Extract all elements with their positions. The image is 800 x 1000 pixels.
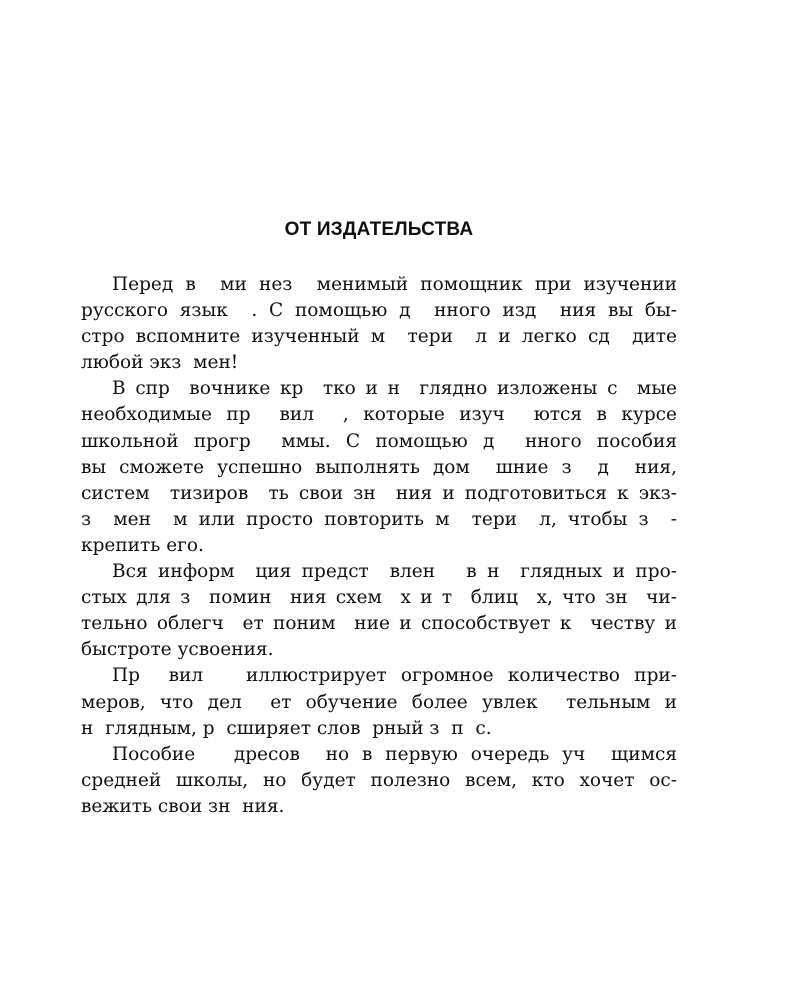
text-line: систем тизиров ть свои зн ния и подготовиться к экз- (81, 482, 677, 504)
page-title: ОТ ИЗДАТЕЛЬСТВА (284, 219, 474, 240)
text-line: стро вспомните изученный м тери л и легко сд дите (81, 326, 677, 348)
text-line: н глядным, р сширяет слов рный з п с. (81, 717, 492, 739)
text-line: крепить его. (81, 534, 204, 556)
text-line: тельно облегч ет поним ние и способствует к честву и (81, 613, 677, 635)
text-line: необходимые пр вил , которые изуч ются в курсе (81, 404, 677, 426)
text-line: школьной прогр ммы. С помощью д нного пособия (81, 430, 677, 452)
paragraph-1 (81, 272, 677, 376)
paragraph-5 (81, 742, 677, 820)
publisher-preface-text (81, 272, 677, 820)
text-line: з мен м или просто повторить м тери л, чтобы з - (81, 508, 677, 530)
paragraph-3 (81, 559, 677, 663)
text-line: В спр вочнике кр тко и н глядно изложены с мые (112, 378, 677, 400)
text-line: любой экз мен! (81, 352, 239, 374)
text-line: быстроте усвоения. (81, 639, 274, 661)
text-line: Пособие дресов но в первую очередь уч щимся (112, 743, 677, 765)
text-line: вежить свои зн ния. (81, 795, 285, 817)
text-line: стых для з помин ния схем х и т блиц х, что зн чи- (81, 587, 677, 609)
text-line: средней школы, но будет полезно всем, кто хочет ос- (81, 769, 677, 791)
text-line: Пр вил иллюстрирует огромное количество при- (112, 665, 677, 687)
text-line: русского язык . С помощью д нного изд ния вы бы- (81, 300, 677, 322)
text-line: вы сможете успешно выполнять дом шние з д ния, (81, 456, 677, 478)
paragraph-4 (81, 663, 677, 741)
text-line: Вся информ ция предст влен в н глядных и про- (112, 561, 677, 583)
paragraph-2 (81, 376, 677, 559)
text-line: Перед в ми нез менимый помощник при изучении (112, 274, 677, 295)
text-line: меров, что дел ет обучение более увлек тельным и (81, 691, 677, 713)
